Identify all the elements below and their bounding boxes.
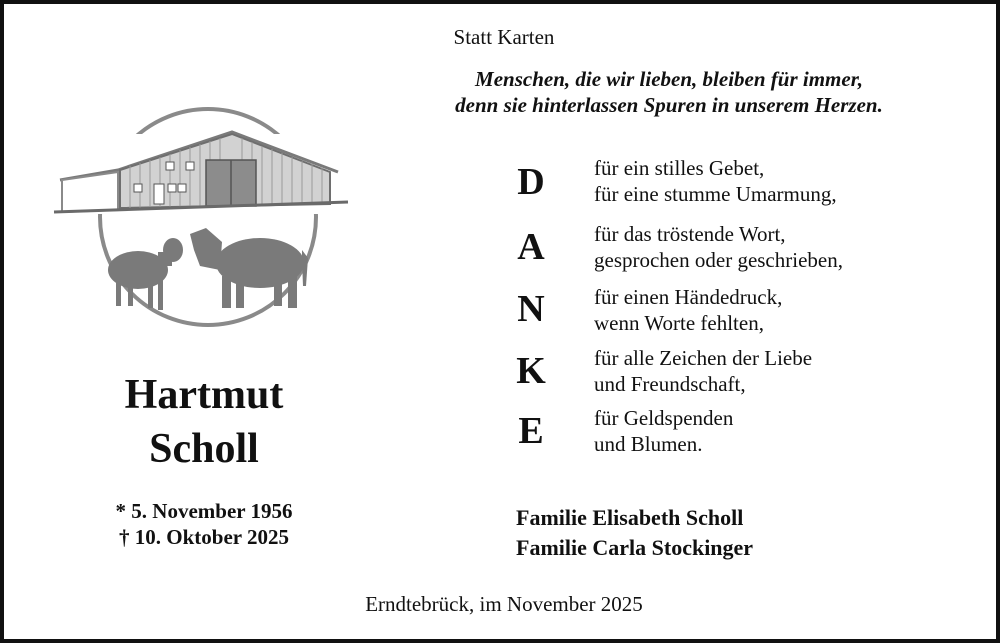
danke-item-gebet	[594, 155, 837, 207]
farm-barn-sheep-cow-icon	[50, 100, 350, 332]
danke-letter-d: D	[517, 161, 545, 203]
birth-date: * 5. November 1956	[115, 499, 293, 523]
quote-line-2: denn sie hinterlassen Spuren in unserem Herzen.	[455, 93, 883, 117]
danke-letter-a: A	[517, 226, 545, 268]
death-date: † 10. Oktober 2025	[119, 525, 289, 549]
quote-line-1: Menschen, die wir lieben, bleiben für immer,	[475, 67, 863, 91]
deceased-name	[44, 368, 364, 476]
danke-letter-k: K	[516, 350, 546, 392]
danke-item-line-2: für eine stumme Umarmung,	[594, 182, 837, 206]
danke-item-line-2: gesprochen oder geschrieben,	[594, 248, 843, 272]
danke-item-liebe	[594, 345, 812, 397]
danke-item-line-1: für das tröstende Wort,	[594, 222, 786, 246]
danke-item-line-2: und Freundschaft,	[594, 372, 746, 396]
danke-item-haendedruck	[594, 284, 782, 336]
danke-item-line-2: wenn Worte fehlten,	[594, 311, 764, 335]
statt-karten-label: Statt Karten	[453, 25, 555, 49]
family-name: Familie Carla Stockinger	[516, 535, 754, 560]
danke-item-line-1: für ein stilles Gebet,	[594, 156, 765, 180]
danke-item-line-1: für Geldspenden	[594, 406, 734, 430]
memorial-quote	[384, 66, 954, 118]
danke-item-line-1: für alle Zeichen der Liebe	[594, 346, 813, 370]
place-date: Erndtebrück, im November 2025	[365, 592, 643, 616]
danke-letter-n: N	[517, 288, 545, 330]
danke-item-wort	[594, 221, 843, 273]
danke-item-line-2: und Blumen.	[594, 432, 703, 456]
danke-item-line-1: für einen Händedruck,	[594, 285, 783, 309]
family-signatures	[516, 503, 753, 563]
danke-item-geldspenden	[594, 405, 733, 457]
life-dates	[44, 498, 364, 550]
danke-letter-e: E	[518, 410, 544, 452]
deceased-first-name: Hartmut	[124, 372, 284, 418]
deceased-last-name: Scholl	[149, 426, 259, 472]
family-name: Familie Elisabeth Scholl	[516, 505, 744, 530]
